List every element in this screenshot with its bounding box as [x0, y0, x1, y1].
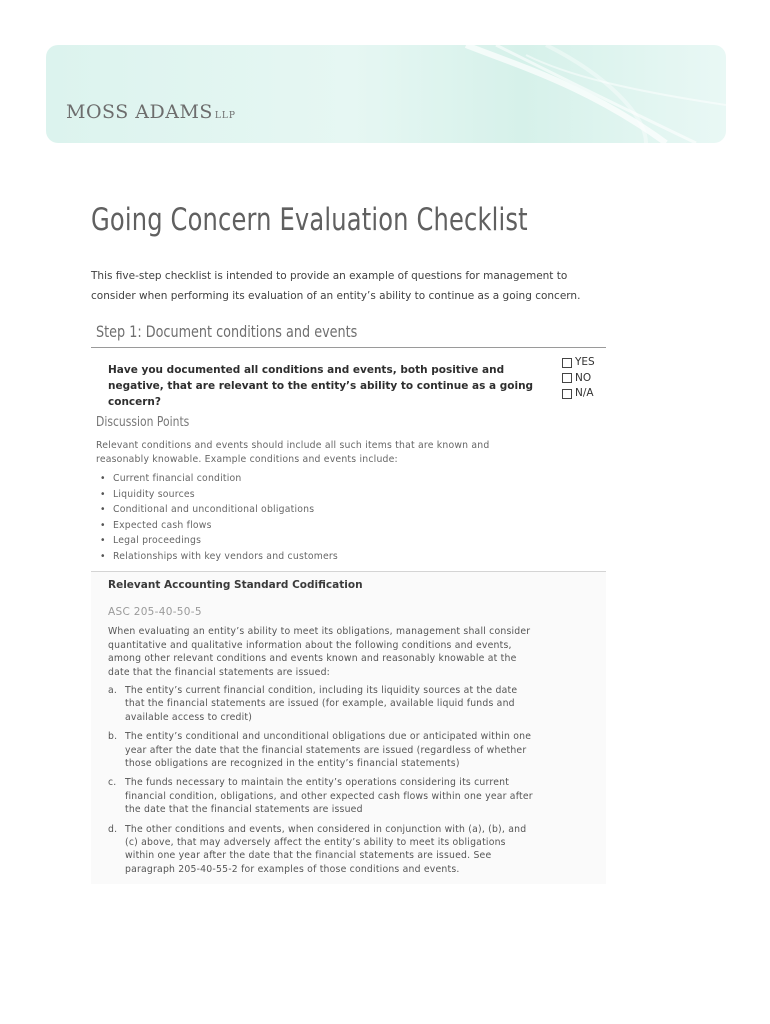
step-heading: Step 1: Document conditions and events: [96, 322, 358, 341]
banner-decoration: [46, 45, 726, 143]
list-item: [108, 730, 538, 770]
list-item: [108, 823, 538, 877]
discussion-heading: Discussion Points: [96, 414, 190, 430]
asc-reference: ASC 205-40-50-5: [108, 606, 202, 618]
header-banner: [46, 45, 726, 143]
item-text: The other conditions and events, when considered in conjunction with (a), (b), and (c) above, that may adversely affect the entity’s ability to meet its obligations within one year after the date that the financial statements are issued. See paragraph 205-40-55-2 for examples of those conditions and events.: [125, 823, 527, 875]
item-label: b.: [108, 731, 118, 743]
step-question: Have you documented all conditions and events, both positive and negative, that are relevant to the entity’s ability to continue as a going concern?: [108, 364, 534, 408]
discussion-text: Relevant conditions and events should include all such items that are known and reasonably knowable. Example conditions and events include:: [96, 440, 490, 465]
codification-items: [108, 684, 538, 882]
option-label: YES: [575, 356, 595, 368]
list-item: [108, 776, 538, 816]
list-item: • Legal proceedings: [98, 533, 338, 549]
brand-logo: [66, 101, 236, 123]
option-no[interactable]: [562, 371, 595, 387]
item-text: The entity’s conditional and unconditional obligations due or anticipated within one year after the date that the financial statements are issued (regardless of whether those obligations are recognized in the entity’s financial statements): [125, 731, 532, 770]
item-label: a.: [108, 685, 118, 696]
discussion-bullets: [98, 471, 338, 565]
option-label: N/A: [575, 387, 594, 399]
section-divider: [91, 347, 606, 348]
list-item: [108, 684, 538, 724]
brand-suffix: LLP: [214, 111, 236, 121]
intro-paragraph: This five-step checklist is intended to provide an example of questions for management to consider when performing its evaluation of an entity’s ability to continue as a going concern.: [91, 270, 581, 302]
codification-heading: Relevant Accounting Standard Codification: [108, 579, 363, 591]
item-label: c.: [108, 777, 117, 789]
checkbox-icon[interactable]: [562, 358, 572, 368]
item-text: The entity’s current financial condition, including its liquidity sources at the date that the financial statements are issued (for example, available liquid funds and available access to credit): [125, 685, 518, 723]
checkbox-icon[interactable]: [562, 389, 572, 399]
checkbox-icon[interactable]: [562, 373, 572, 383]
list-item: • Expected cash flows: [98, 518, 338, 534]
option-yes[interactable]: [562, 355, 595, 371]
list-item: • Conditional and unconditional obligations: [98, 502, 338, 518]
item-label: d.: [108, 823, 118, 835]
list-item: • Current financial condition: [98, 471, 338, 487]
list-item: • Liquidity sources: [98, 487, 338, 503]
codification-text: When evaluating an entity’s ability to meet its obligations, management shall consider quantitative and qualitative information about the following conditions and events, among other relevant conditions and events known and reasonably knowable at the date that the financial statements are issued:: [108, 626, 531, 678]
item-text: The funds necessary to maintain the entity’s operations considering its current financial condition, obligations, and other expected cash flows within one year after the date that the financial statements are issued: [125, 777, 533, 816]
page-title: Going Concern Evaluation Checklist: [91, 202, 528, 238]
option-na[interactable]: [562, 386, 595, 402]
list-item: • Relationships with key vendors and customers: [98, 549, 338, 565]
answer-checkboxes: [562, 355, 595, 402]
option-label: NO: [575, 371, 592, 384]
brand-name: MOSS ADAMS: [66, 101, 213, 123]
